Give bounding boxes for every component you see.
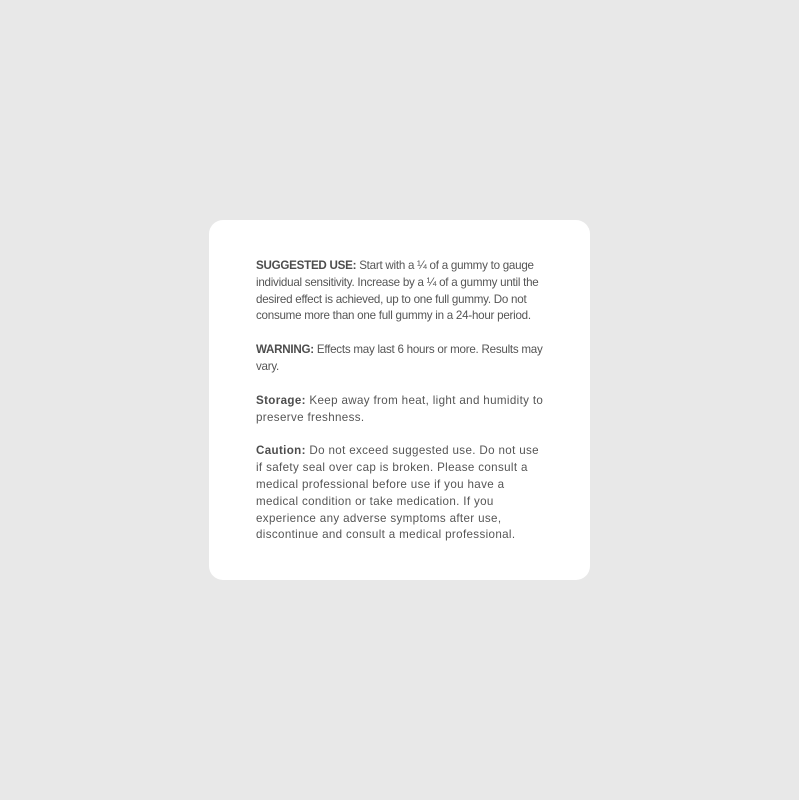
warning-heading: WARNING: xyxy=(256,343,314,357)
caution-section xyxy=(256,443,544,544)
caution-heading: Caution: xyxy=(256,444,306,458)
suggested-use-section xyxy=(256,258,544,325)
storage-section xyxy=(256,393,544,427)
storage-text: Keep away from heat, light and humidity to preserve freshness. xyxy=(256,393,544,424)
label-card xyxy=(209,220,590,580)
suggested-use-text: Start with a ¼ of a gummy to gauge individual sensitivity. Increase by a ¼ of a gummy until the desired effect is achieved, up to one full gummy. Do not consume more than one full gummy in a 24-hour period. xyxy=(256,259,539,323)
storage-heading: Storage: xyxy=(256,393,306,407)
warning-section xyxy=(256,342,544,376)
suggested-use-heading: SUGGESTED USE: xyxy=(256,259,357,272)
caution-text: Do not exceed suggested use. Do not use if safety seal over cap is broken. Please consult a medical professional before use if you have a medical condition or take medication. If you experience any adverse symptoms after use, discontinue and consult a medical professional. xyxy=(256,444,539,542)
warning-text: Effects may last 6 hours or more. Results may vary. xyxy=(256,343,543,373)
